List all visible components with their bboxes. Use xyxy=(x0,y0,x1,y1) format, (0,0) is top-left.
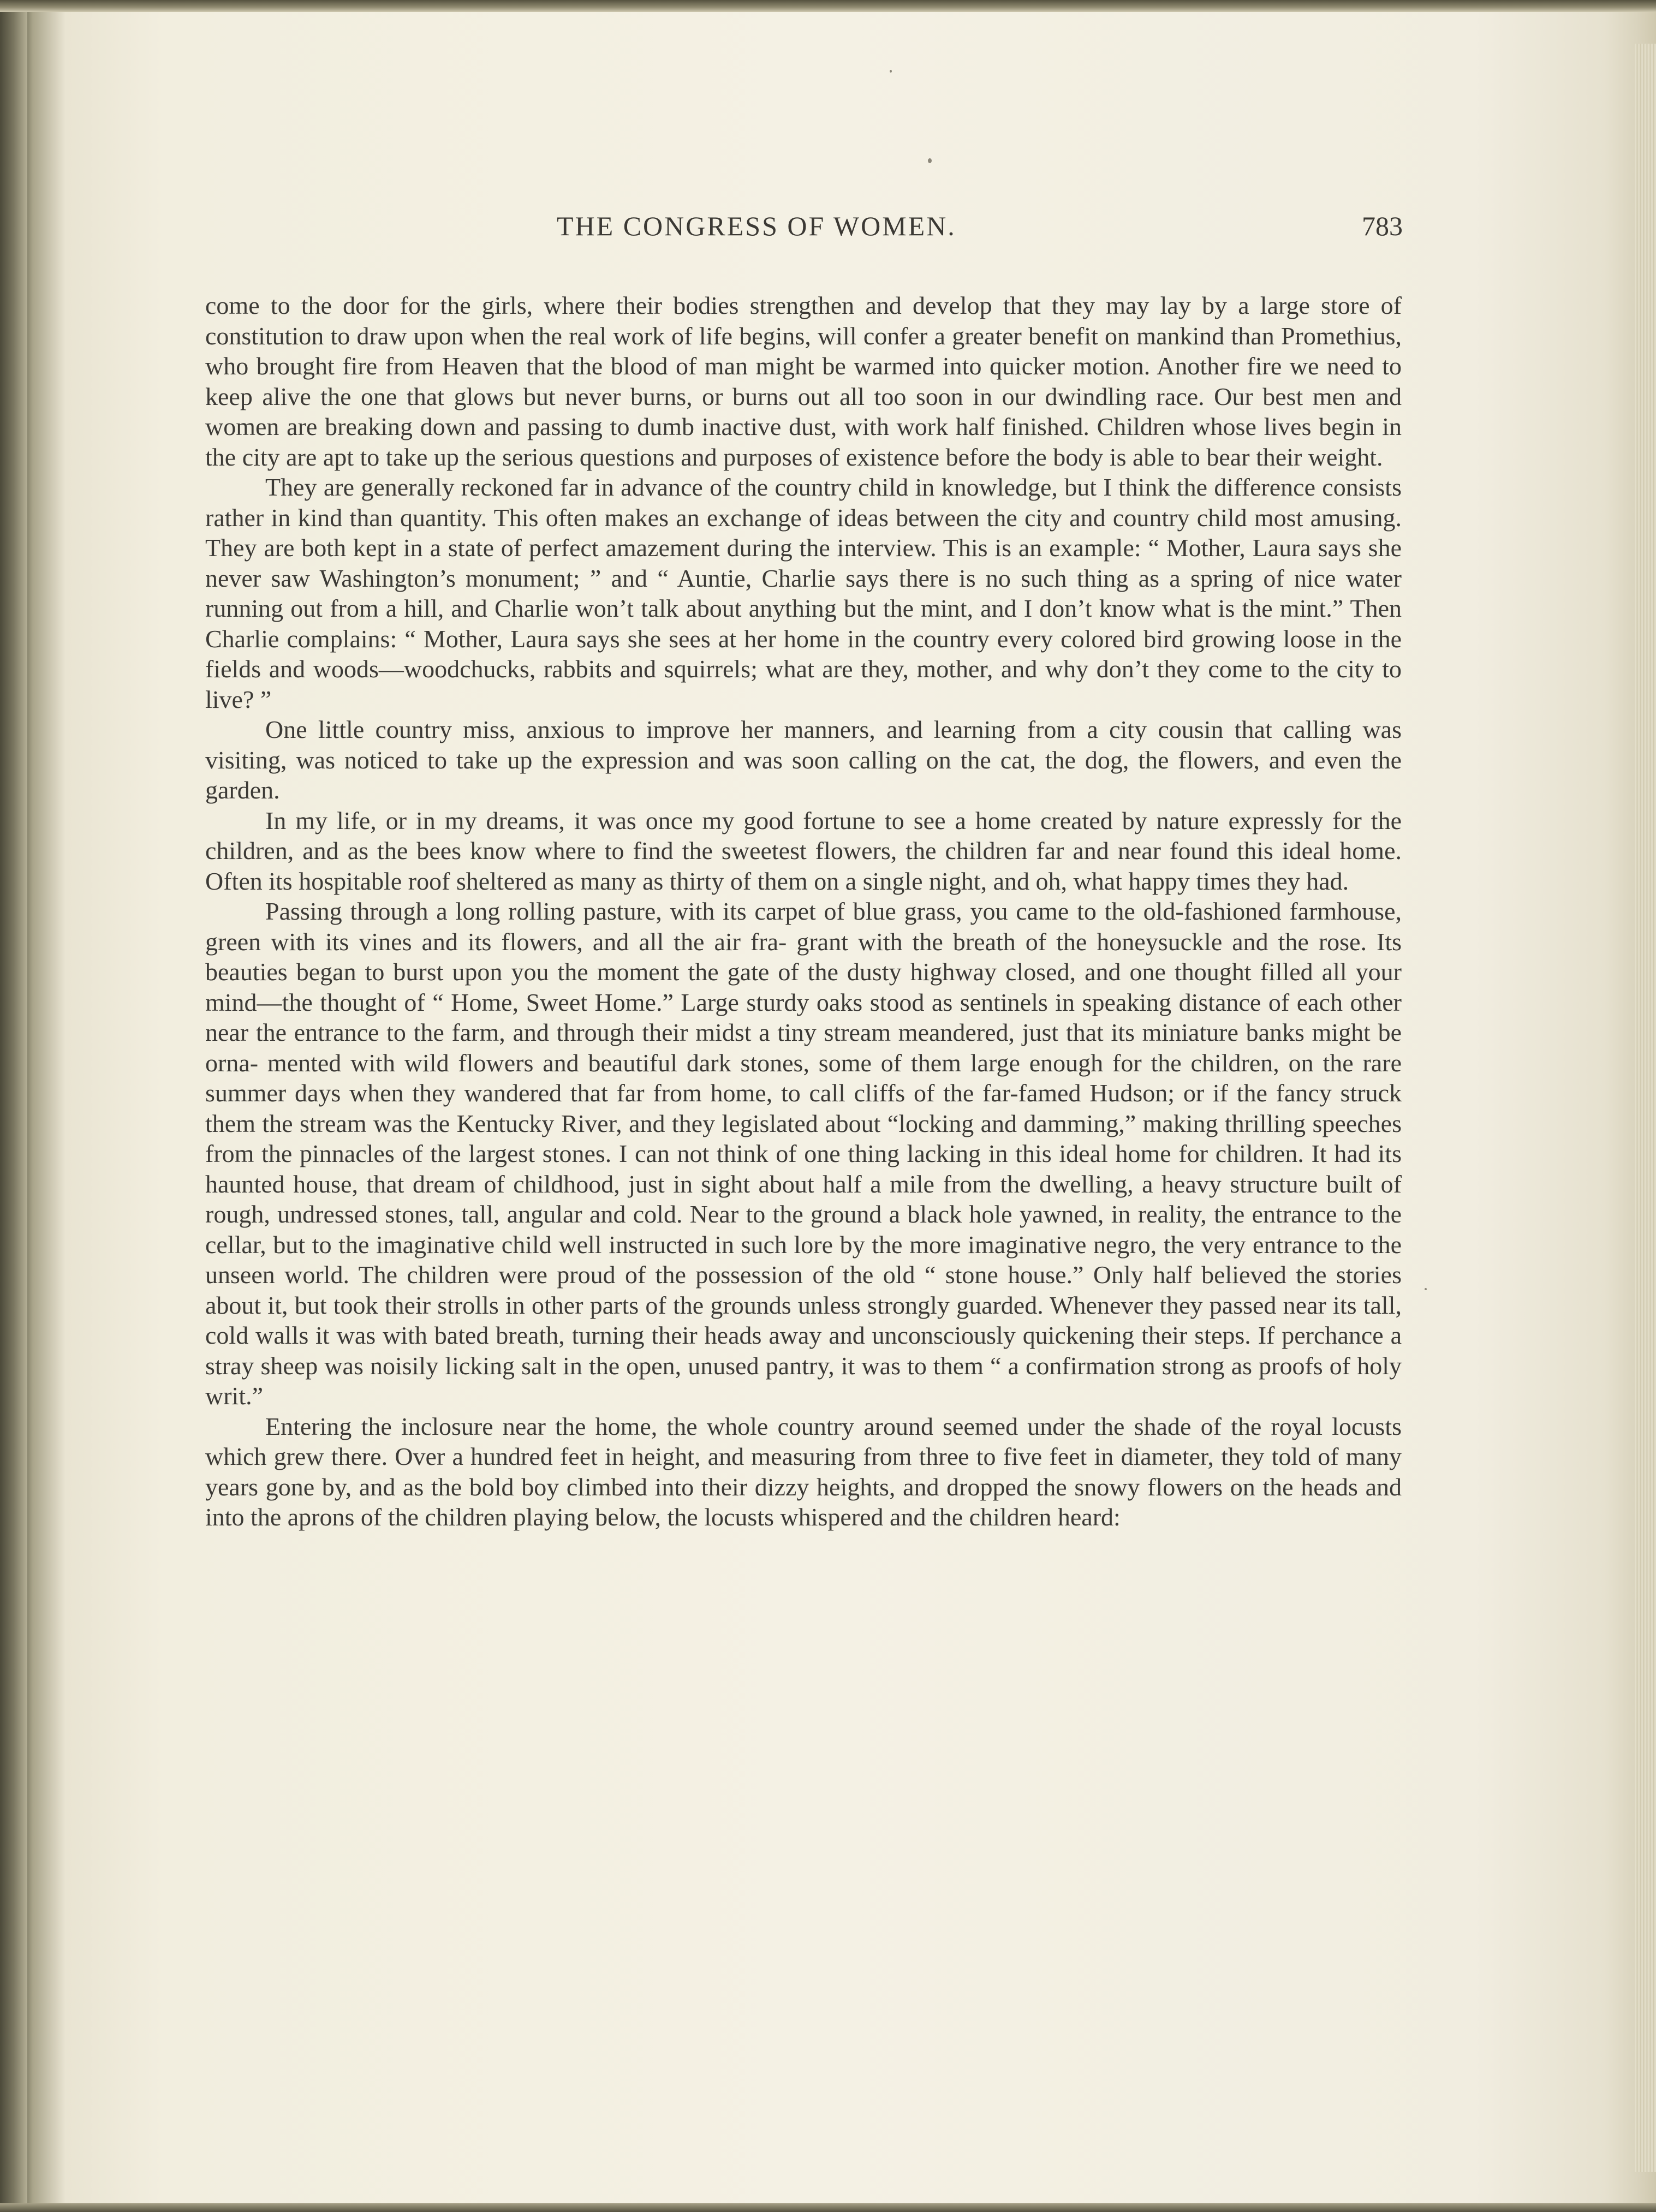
paper-speck xyxy=(1425,1288,1427,1290)
scan-bottom-edge xyxy=(0,2203,1656,2212)
scan-top-edge xyxy=(0,0,1656,12)
paper-speck xyxy=(890,70,892,73)
running-title: THE CONGRESS OF WOMEN. xyxy=(557,211,956,241)
binding-gutter xyxy=(0,12,27,2203)
page-fore-edge xyxy=(1634,44,1656,2172)
paragraph: come to the door for the girls, where their bodies strengthen and develop that they may lay by a large store of constitution to draw upon when the real work of life begins, will confer a greater benefit on mankind than Promethius, who brought fire from Heaven that the blood of man might be warmed into quicker motion. Another fire we need to keep alive the one that glows but never burns, or burns out all too soon in our dwindling race. Our best men and women are breaking down and passing to dumb inactive dust, with work half finished. Children whose lives begin in the city are apt to take up the serious questions and purposes of existence before the body is able to bear their weight. xyxy=(205,291,1402,471)
body-text xyxy=(205,290,1402,1533)
paragraph: Passing through a long rolling pasture, with its carpet of blue grass, you came to the old-fashioned farmhouse, green with its vines and its flowers, and all the air fra- grant with the breath of the honeysuckle and the rose. Its beauties began to burst upon you the moment the gate of the dusty highway closed, and one thought filled all your mind—the thought of “ Home, Sweet Home.” Large sturdy oaks stood as sentinels in speaking distance of each other near the entrance to the farm, and through their midst a tiny stream meandered, just that its miniature banks might be orna- mented with wild flowers and beautiful dark stones, some of them large enough for the children, on the rare summer days when they wandered that far from home, to call cliffs of the far-famed Hudson; or if the fancy struck them the stream was the Kentucky River, and they legislated about “locking and damming,” making thrilling speeches from the pinnacles of the largest stones. I can not think of one thing lacking in this ideal home for children. It had its haunted house, that dream of childhood, just in sight about half a mile from the dwelling, a heavy structure built of rough, undressed stones, tall, angular and cold. Near to the ground a black hole yawned, in reality, the entrance to the cellar, but to the imaginative child well instructed in such lore by the more imaginative negro, the very entrance to the unseen world. The children were proud of the possession of the old “ stone house.” Only half believed the stories about it, but took their strolls in other parts of the grounds unless strongly guarded. Whenever they passed near its tall, cold walls it was with bated breath, turning their heads away and unconsciously quickening their steps. If perchance a stray sheep was noisily licking salt in the open, unused pantry, it was to them “ a confirmation strong as proofs of holy writ.” xyxy=(205,897,1402,1410)
page-header xyxy=(202,210,1403,254)
paragraph: One little country miss, anxious to improve her manners, and learning from a city cousin that calling was visiting, was noticed to take up the expression and was soon calling on the cat, the dog, the flowers, and even the garden. xyxy=(205,716,1402,804)
paper-speck xyxy=(928,158,932,163)
paragraph: They are generally reckoned far in advance of the country child in knowledge, but I think the difference consists rather in kind than quantity. This often makes an exchange of ideas between the city and country child most amusing. They are both kept in a state of perfect amazement during the interview. This is an example: “ Mother, Laura says she never saw Washington’s monument; ” and “ Auntie, Charlie says there is no such thing as a spring of nice water running out from a hill, and Charlie won’t talk about anything but the mint, and I don’t know what is the mint.” Then Charlie complains: “ Mother, Laura says she sees at her home in the country every colored bird growing loose in the fields and woods—woodchucks, rabbits and squirrels; what are they, mother, and why don’t they come to the city to live? ” xyxy=(205,473,1402,713)
page-number: 783 xyxy=(1362,211,1403,241)
paragraph: Entering the inclosure near the home, the whole country around seemed under the shade of the royal locusts which grew there. Over a hundred feet in height, and measuring from three to five feet in diameter, they told of many years gone by, and as the bold boy climbed into their dizzy heights, and dropped the snowy flowers on the heads and into the aprons of the children playing below, the locusts whispered and the children heard: xyxy=(205,1412,1402,1531)
paragraph: In my life, or in my dreams, it was once my good fortune to see a home created by nature expressly for the children, and as the bees know where to find the sweetest flowers, the children far and near found this ideal home. Often its hospitable roof sheltered as many as thirty of them on a single night, and oh, what happy times they had. xyxy=(205,806,1402,895)
